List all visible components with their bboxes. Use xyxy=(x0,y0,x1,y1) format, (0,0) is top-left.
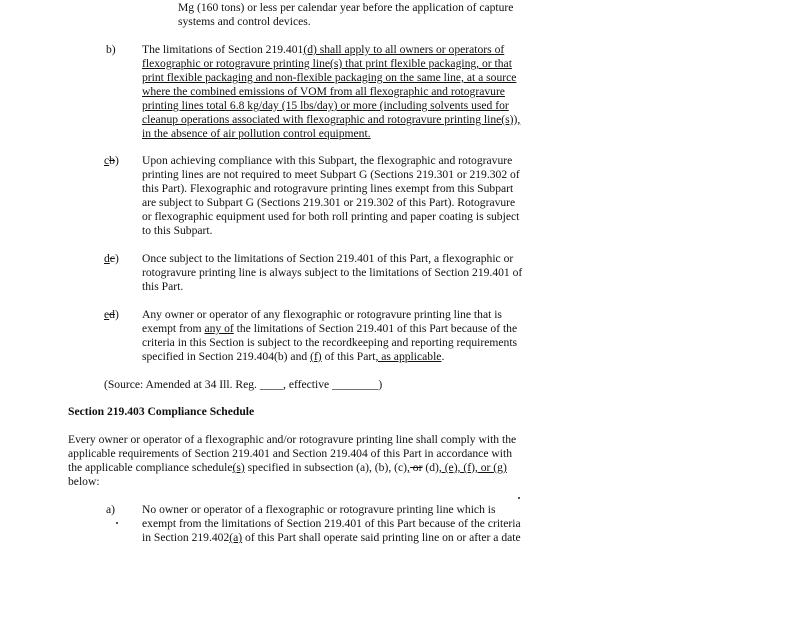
scan-mark xyxy=(518,497,520,499)
item-b-line: in the absence of air pollution control equipment. xyxy=(142,127,371,140)
item-c-line: printing lines are not required to meet Subpart G (Sections 219.301 or 219.302 of xyxy=(142,168,520,181)
item-d-line: this Part. xyxy=(142,280,184,293)
item-b-line: printing lines total 6.8 kg/day (15 lbs/day) or more (including solvents used for xyxy=(142,99,509,112)
continuation-line: systems and control devices. xyxy=(178,15,311,28)
item-c-line: or flexographic equipment used for both roll printing and paper coating is subject xyxy=(142,210,520,223)
item-c-line: this Part). Flexographic and rotogravure printing lines exempt from this Subpart xyxy=(142,182,514,195)
intro-line: below: xyxy=(68,475,100,488)
intro-line: the applicable compliance schedule(s) specified in subsection (a), (b), (c), or (d), (e), (f), or (g) xyxy=(68,461,507,474)
item-e-label: ed) xyxy=(104,308,119,321)
item-b-label: b) xyxy=(106,43,116,56)
source-note: (Source: Amended at 34 Ill. Reg. ____, effective ________) xyxy=(104,378,383,391)
item-d-line: Once subject to the limitations of Section 219.401 of this Part, a flexographic or xyxy=(142,252,514,265)
continuation-line: Mg (160 tons) or less per calendar year before the application of capture xyxy=(178,1,514,14)
item-e-line: specified in Section 219.404(b) and (f) of this Part, as applicable. xyxy=(142,350,445,363)
item-b-line: flexographic or rotogravure printing line(s) that print flexible packaging, or that xyxy=(142,57,512,70)
item-b-line: cleanup operations associated with flexographic and rotogravure printing line(s)), xyxy=(142,113,521,126)
item-c-line: to this Subpart. xyxy=(142,224,213,237)
scan-mark xyxy=(116,522,118,524)
item-c-line: are subject to Subpart G (Sections 219.301 or 219.302 of this Part). Rotogravure xyxy=(142,196,516,209)
item-a-label: a) xyxy=(106,503,116,516)
item-c-label: cb) xyxy=(104,154,119,167)
item-a-line: in Section 219.402(a) of this Part shall operate said printing line on or after a date xyxy=(142,531,521,544)
section-heading: Section 219.403 Compliance Schedule xyxy=(68,405,255,418)
intro-line: applicable requirements of Section 219.401 and Section 219.404 of this Part in accordance with xyxy=(68,447,512,460)
item-d-label: dc) xyxy=(104,252,119,265)
item-a-line: No owner or operator of a flexographic or rotogravure printing line which is xyxy=(142,503,496,516)
intro-line: Every owner or operator of a flexographic and/or rotogravure printing line shall comply with the xyxy=(68,433,517,446)
item-b-line: The limitations of Section 219.401(d) shall apply to all owners or operators of xyxy=(142,43,505,56)
item-e-line: Any owner or operator of any flexographic or rotogravure printing line that is xyxy=(142,308,502,321)
item-e-line: criteria in this Section is subject to the recordkeeping and reporting requirements xyxy=(142,336,518,349)
item-b-line: print flexible packaging and non-flexible packaging on the same line, at a source xyxy=(142,71,517,84)
item-a-line: exempt from the limitations of Section 219.401 of this Part because of the criteria xyxy=(142,517,521,530)
item-b-line: where the combined emissions of VOM from all flexographic and rotogravure xyxy=(142,85,505,98)
item-c-line: Upon achieving compliance with this Subpart, the flexographic and rotogravure xyxy=(142,154,513,167)
item-e-line: exempt from any of the limitations of Section 219.401 of this Part because of the xyxy=(142,322,518,335)
item-d-line: rotogravure printing line is always subject to the limitations of Section 219.401 of xyxy=(142,266,523,279)
